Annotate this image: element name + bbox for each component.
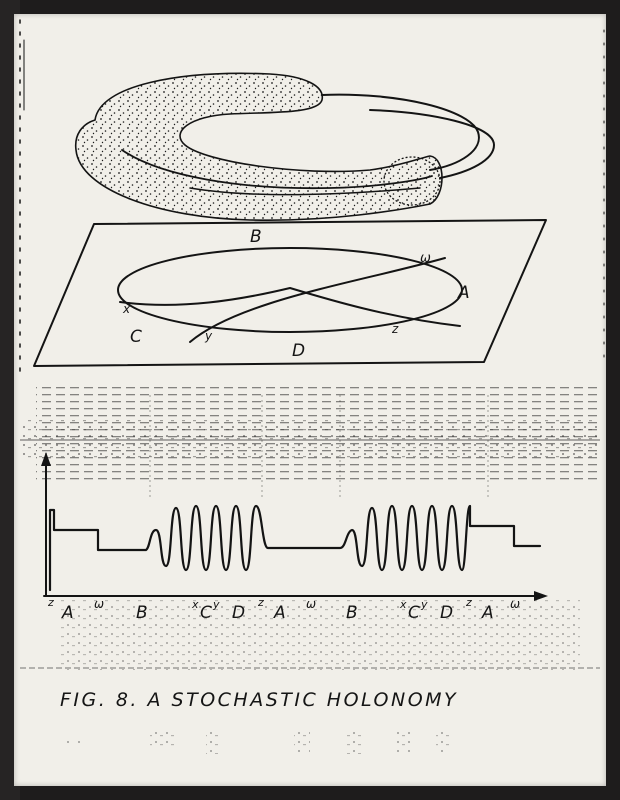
axis-label-w-3: ω	[510, 597, 521, 611]
label-b-top: B	[250, 227, 262, 247]
axis-label-a-2: A	[274, 603, 286, 623]
axis-label-z-1: z	[48, 596, 54, 609]
axis-label-a-3: A	[482, 603, 494, 623]
axis-label-w-2: ω	[306, 597, 317, 611]
label-point-x: x	[123, 302, 131, 316]
axis-label-y-2: y	[421, 598, 428, 611]
axis-label-z-3: z	[466, 596, 472, 609]
axis-label-x-2: x	[400, 598, 407, 611]
axis-label-x-1: x	[192, 598, 199, 611]
label-a-right: A	[458, 283, 470, 303]
bleed-through-marks	[58, 728, 450, 754]
torus-tube	[76, 73, 494, 220]
axis-label-z-2: z	[258, 596, 264, 609]
figure-caption: FIG. 8. A STOCHASTIC HOLONOMY	[60, 689, 459, 711]
axis-label-d-1: D	[232, 603, 246, 623]
axis-label-d-2: D	[440, 603, 454, 623]
axis-label-b-2: B	[346, 603, 358, 623]
axis-label-c-2: C	[408, 603, 420, 623]
axis-label-w-1: ω	[94, 597, 105, 611]
axis-label-b-1: B	[136, 603, 148, 623]
label-point-y: y	[205, 329, 213, 343]
label-point-w: ω	[420, 251, 431, 266]
signal-trace	[50, 506, 540, 590]
label-d-bottom: D	[292, 341, 306, 361]
axis-label-a-1: A	[62, 603, 74, 623]
axis-label-y-1: y	[213, 598, 220, 611]
label-point-z: z	[392, 322, 399, 336]
x-axis-arrow	[534, 591, 548, 601]
axis-label-c-1: C	[200, 603, 212, 623]
label-c-left: C	[130, 327, 142, 347]
